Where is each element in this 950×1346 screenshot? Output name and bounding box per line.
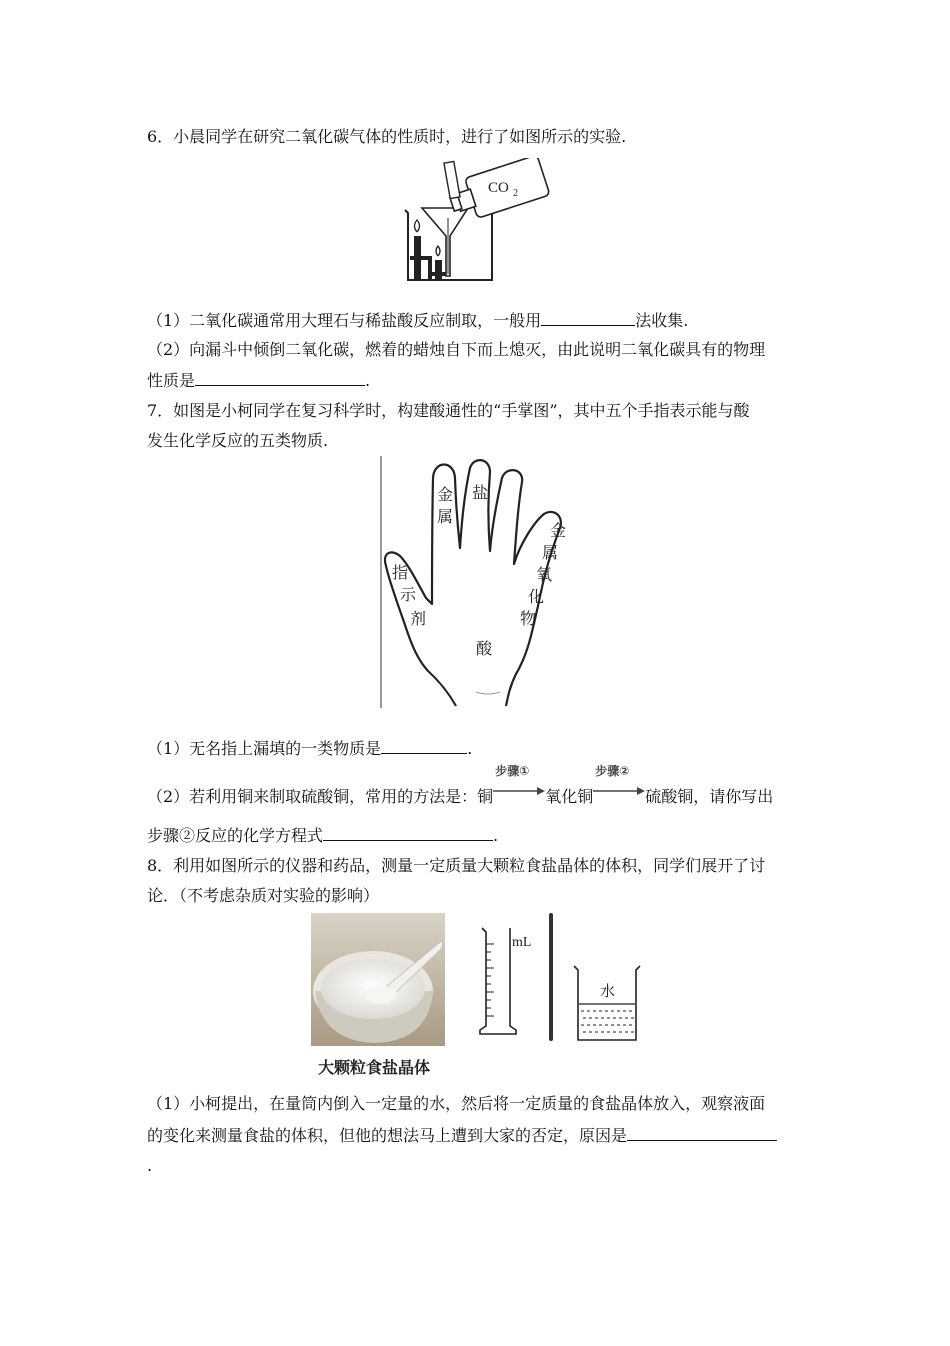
graduated-cylinder — [476, 926, 538, 1036]
salt-crystal-photo — [311, 913, 445, 1046]
q8-part1-line2 — [147, 1124, 777, 1147]
q7-stem-line2: 发生化学反应的五类物质. — [147, 431, 329, 450]
index-char-2: 属 — [436, 507, 454, 526]
q6-part2-tail: . — [365, 371, 371, 390]
cylinder-unit-label: mL — [512, 935, 532, 950]
thumb-char-2: 示 — [399, 585, 417, 604]
water-beaker — [570, 964, 646, 1044]
q7-part1 — [147, 737, 472, 760]
q8-stem-line2: 论．（不考虑杂质对实验的影响） — [147, 886, 380, 905]
q6-stem: 6．小晨同学在研究二氧化碳气体的性质时，进行了如图所示的实验. — [147, 127, 627, 146]
q6-part1 — [147, 309, 688, 332]
q8-part1-blank[interactable] — [627, 1124, 777, 1141]
q7-part2-tail: 硫酸铜，请你写出 — [645, 787, 774, 806]
step1-arrow — [493, 764, 545, 802]
glass-rod — [545, 913, 557, 1043]
q7-part2-text: （2）若利用铜来制取硫酸铜，常用的方法是：铜 — [147, 787, 494, 806]
step2-label: 步骤② — [595, 764, 630, 778]
little-char-2: 属 — [541, 543, 559, 562]
water-label: 水 — [600, 982, 616, 1000]
q8-stem-line1: 8．利用如图所示的仪器和药品，测量一定质量大颗粒食盐晶体的体积，同学们展开了讨 — [147, 856, 766, 875]
middle-char-1: 盐 — [471, 483, 489, 502]
q7-part1-tail: . — [467, 739, 473, 758]
q7-part3-text: 步骤②反应的化学方程式 — [147, 826, 324, 845]
q6-part1-tail: 法收集. — [635, 311, 689, 330]
q8-part1-line3: . — [147, 1156, 153, 1175]
q6-part2-text: 性质是 — [147, 371, 196, 390]
co2-experiment-figure — [400, 158, 555, 284]
q6-part1-blank[interactable] — [541, 309, 635, 326]
q7-part1-blank[interactable] — [381, 737, 467, 754]
q6-part1-text: （1）二氧化碳通常用大理石与稀盐酸反应制取，一般用 — [147, 311, 542, 330]
q7-part3-tail: . — [493, 826, 499, 845]
co2-subscript: 2 — [513, 188, 518, 199]
step2-arrow — [593, 764, 645, 802]
q7-part3-blank[interactable] — [323, 824, 493, 841]
q7-part2 — [147, 764, 774, 808]
step1-label: 步骤① — [495, 764, 530, 778]
little-char-3: 氧 — [535, 565, 553, 584]
index-char-1: 金 — [436, 485, 454, 504]
salt-photo-caption: 大颗粒食盐晶体 — [318, 1058, 431, 1077]
acid-hand-diagram — [378, 456, 578, 710]
q6-part2-line1: （2）向漏斗中倾倒二氧化碳，燃着的蜡烛自下而上熄灭，由此说明二氧化碳具有的物理 — [147, 340, 766, 359]
q6-part2-line2 — [147, 369, 370, 392]
little-char-1: 金 — [549, 521, 567, 540]
q8-part1-text: 的变化来测量食盐的体积，但他的想法马上遭到大家的否定，原因是 — [147, 1126, 628, 1145]
thumb-char-1: 指 — [391, 563, 409, 582]
thumb-char-3: 剂 — [409, 609, 427, 628]
q8-part1-line1: （1）小柯提出，在量筒内倒入一定量的水，然后将一定质量的食盐晶体放入，观察液面 — [147, 1094, 766, 1113]
q7-part3 — [147, 824, 498, 847]
little-char-4: 化 — [527, 587, 545, 606]
palm-label: 酸 — [475, 639, 493, 658]
q7-part1-text: （1）无名指上漏填的一类物质是 — [147, 739, 382, 758]
q6-part2-blank[interactable] — [195, 369, 365, 386]
co2-label: CO — [488, 180, 509, 196]
q7-stem-line1: 7．如图是小柯同学在复习科学时，构建酸通性的“手掌图”，其中五个手指表示能与酸 — [147, 401, 750, 420]
little-char-5: 物 — [519, 609, 537, 628]
copper-oxide-text: 氧化铜 — [545, 787, 594, 806]
